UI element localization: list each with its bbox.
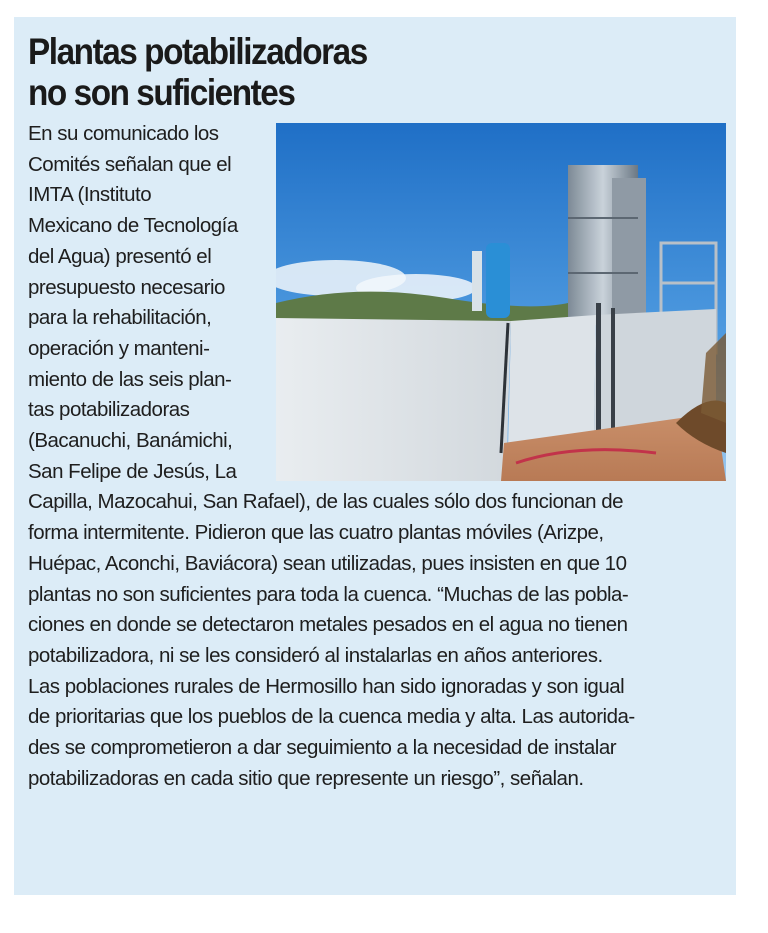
text-line: Comités señalan que el <box>28 152 232 176</box>
text-line: operación y manteni- <box>28 336 210 360</box>
headline-line-2: no son suficientes <box>28 72 295 113</box>
text-line: (Bacanuchi, Banámichi, <box>28 429 233 453</box>
text-line: potabilizadora, ni se les consideró al instalarlas en años anteriores. <box>28 643 603 667</box>
text-line: Huépac, Aconchi, Baviácora) sean utilizadas, pues insisten en que 10 <box>28 551 627 575</box>
text-line: forma intermitente. Pidieron que las cuatro plantas móviles (Arizpe, <box>28 521 604 545</box>
headline <box>28 31 496 113</box>
headline-line-1: Plantas potabilizadoras <box>28 31 367 72</box>
text-line: Capilla, Mazocahui, San Rafael), de las cuales sólo dos funcionan de <box>28 490 624 514</box>
article-body <box>28 119 722 794</box>
plant-photo-illustration <box>276 123 726 481</box>
text-line: miento de las seis plan- <box>28 367 232 391</box>
text-line: ciones en donde se detectaron metales pesados en el agua no tienen <box>28 613 628 637</box>
text-line: tas potabilizadoras <box>28 398 190 422</box>
news-article <box>14 17 736 895</box>
text-line: de prioritarias que los pueblos de la cuenca media y alta. Las autorida- <box>28 705 635 729</box>
text-line: del Agua) presentó el <box>28 244 212 268</box>
water-treatment-plant-photo <box>276 123 726 481</box>
text-line: Las poblaciones rurales de Hermosillo han sido ignoradas y son igual <box>28 674 625 698</box>
text-line: IMTA (Instituto <box>28 183 152 207</box>
text-line: plantas no son suficientes para toda la cuenca. “Muchas de las pobla- <box>28 582 629 606</box>
text-line: presupuesto necesario <box>28 275 225 299</box>
text-line: En su comunicado los <box>28 122 219 145</box>
text-line: para la rehabilitación, <box>28 306 212 330</box>
text-line: des se comprometieron a dar seguimiento a la necesidad de instalar <box>28 736 617 760</box>
text-line: Mexicano de Tecnología <box>28 214 238 238</box>
text-line: San Felipe de Jesús, La <box>28 459 237 483</box>
text-line: potabilizadoras en cada sitio que represente un riesgo”, señalan. <box>28 766 584 790</box>
